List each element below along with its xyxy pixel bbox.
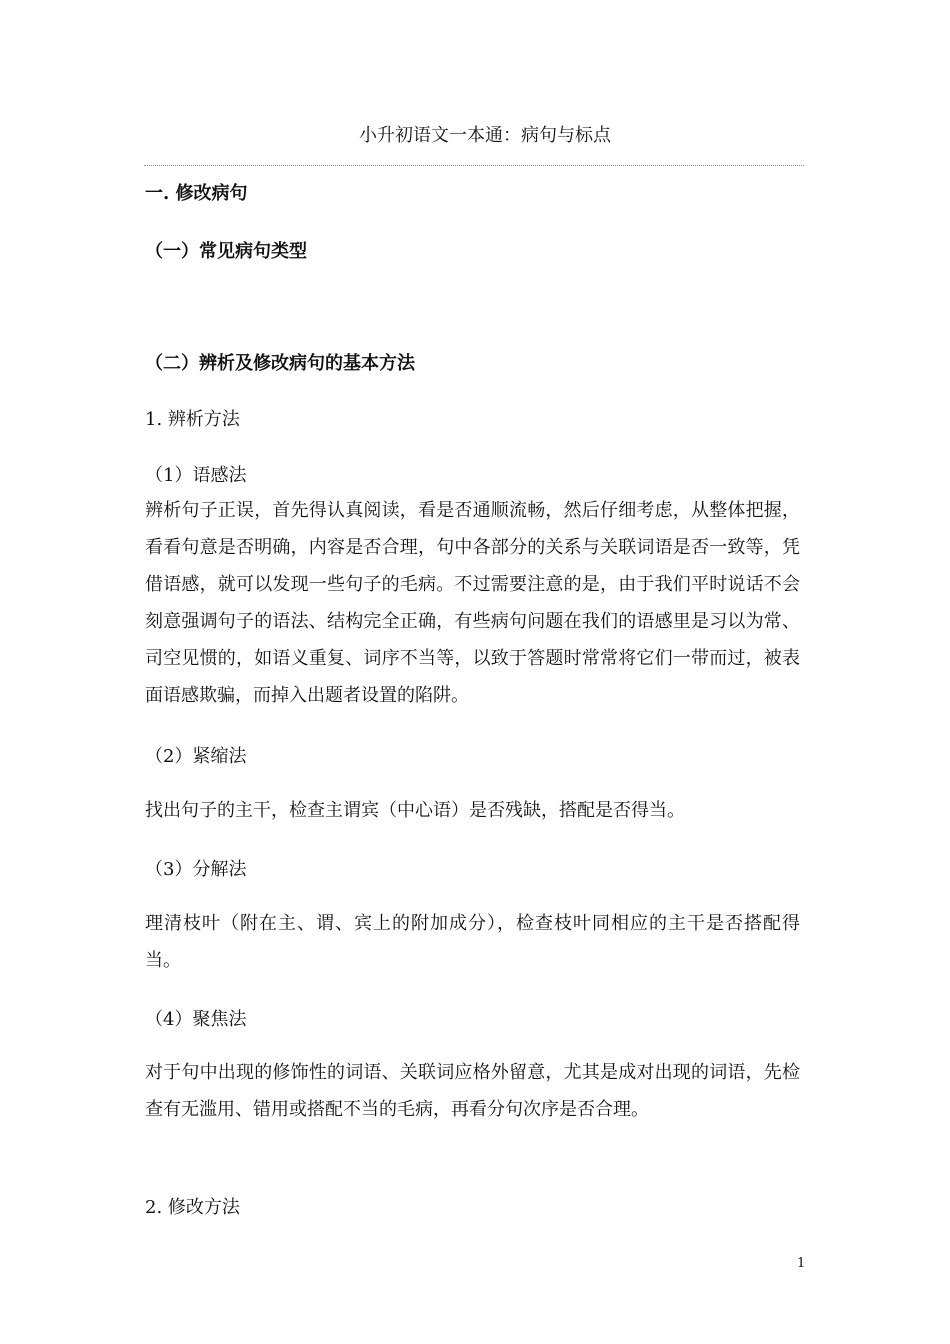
paragraph-sense: 辨析句子正误，首先得认真阅读，看是否通顺流畅，然后仔细考虑，从整体把握，看看句意是否明确，内容是否合理，句中各部分的关系与关联词语是否一致等，凭借语感，就可以发现一些句子的毛病。不过需要注意的是，由于我们平时说话不会刻意强调句子的语法、结构完全正确，有些病句问题在我们的语感里是习以为常、司空见惯的，如语义重复、词序不当等，以致于答题时常常将它们一带而过，被表面语感欺骗，而掉入出题者设置的陷阱。	[145, 500, 800, 706]
paragraph-decompose: 理清枝叶（附在主、谓、宾上的附加成分），检查枝叶同相应的主干是否搭配得当。	[145, 913, 800, 971]
document-title: 小升初语文一本通：病句与标点	[359, 125, 611, 146]
item-label-sense: （1）语感法	[145, 465, 247, 486]
item-label-focus: （4）聚焦法	[145, 1009, 247, 1030]
page-number: 1	[797, 1256, 806, 1271]
subheading-basic-methods: （二）辨析及修改病句的基本方法	[145, 353, 415, 374]
item-label-condense: （2）紧缩法	[145, 746, 247, 767]
paragraph-condense: 找出句子的主干，检查主谓宾（中心语）是否残缺，搭配是否得当。	[145, 800, 685, 821]
item-label-decompose: （3）分解法	[145, 859, 247, 880]
section-heading-revise-sentences: 一. 修改病句	[145, 183, 248, 204]
paragraph-focus: 对于句中出现的修饰性的词语、关联词应格外留意，尤其是成对出现的词语，先检查有无滥用、错用或搭配不当的毛病，再看分句次序是否合理。	[145, 1062, 800, 1120]
subheading-common-error-types: （一）常见病句类型	[145, 241, 307, 262]
method-heading-analysis: 1. 辨析方法	[145, 409, 240, 430]
method-heading-revision: 2. 修改方法	[145, 1197, 240, 1218]
title-divider	[144, 165, 804, 166]
